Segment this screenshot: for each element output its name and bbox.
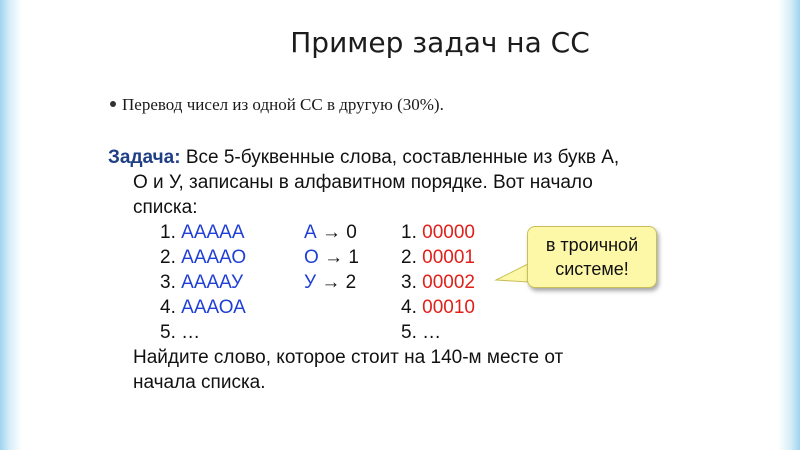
task-intro-text-1: Все 5-буквенные слова, составленные из букв А, [185, 147, 620, 168]
word-value: ААААА [181, 222, 245, 243]
mapping-row [304, 220, 357, 245]
ternary-code: 00001 [422, 247, 475, 268]
ternary-code: 00002 [422, 272, 475, 293]
code-list-item [401, 295, 475, 320]
bullet-text: Перевод чисел из одной СС в другую (30%). [122, 95, 444, 114]
task-intro-line-3: списка: [133, 197, 198, 218]
word-value: … [181, 322, 201, 343]
left-edge-gradient [0, 0, 22, 450]
mapping-letter: А [304, 222, 317, 243]
word-list-item [160, 295, 246, 320]
arrow-right-icon: → [321, 222, 341, 243]
mapping-row [304, 245, 359, 270]
callout-line-2: системе! [555, 259, 629, 279]
code-number: 2. [401, 247, 417, 268]
word-list-item [160, 245, 246, 270]
word-number: 1. [160, 222, 176, 243]
task-question-line-1: Найдите слово, которое стоит на 140-м месте от [133, 347, 564, 368]
slide-title: Пример задач на СС [290, 26, 590, 59]
word-list-item [160, 220, 245, 245]
mapping-letter: У [304, 272, 317, 293]
code-list-item [401, 245, 475, 270]
code-number: 5. [401, 322, 417, 343]
bullet-dot-icon [110, 101, 116, 107]
ternary-code: … [422, 322, 442, 343]
arrow-right-icon: → [324, 247, 344, 268]
ternary-code: 00010 [422, 297, 475, 318]
code-list-item [401, 320, 441, 345]
mapping-digit: 1 [348, 247, 359, 268]
mapping-digit: 2 [345, 272, 357, 293]
word-value: АААОА [181, 297, 246, 318]
word-number: 5. [160, 322, 176, 343]
word-list-item [160, 320, 200, 345]
callout-line-1: в троичной [545, 235, 639, 255]
task-label: Задача: [108, 147, 181, 168]
bullet-item [110, 95, 444, 115]
code-list-item [401, 270, 475, 295]
code-number: 4. [401, 297, 417, 318]
word-value: ААААО [181, 247, 247, 268]
task-intro-line-2: О и У, записаны в алфавитном порядке. Вот начало [133, 172, 593, 193]
code-number: 1. [401, 222, 417, 243]
word-number: 4. [160, 297, 176, 318]
code-list-item [401, 220, 475, 245]
mapping-digit: 0 [346, 222, 357, 243]
callout-note [527, 226, 657, 288]
word-list-item [160, 270, 243, 295]
ternary-code: 00000 [422, 222, 475, 243]
task-question-line-2: начала списка. [133, 372, 266, 393]
word-value: ААААУ [181, 272, 244, 293]
arrow-right-icon: → [321, 272, 341, 293]
right-edge-gradient [778, 0, 800, 450]
mapping-row [304, 270, 356, 295]
word-number: 2. [160, 247, 176, 268]
task-intro-line-1 [108, 145, 619, 170]
code-number: 3. [401, 272, 417, 293]
word-number: 3. [160, 272, 176, 293]
mapping-letter: О [304, 247, 319, 268]
